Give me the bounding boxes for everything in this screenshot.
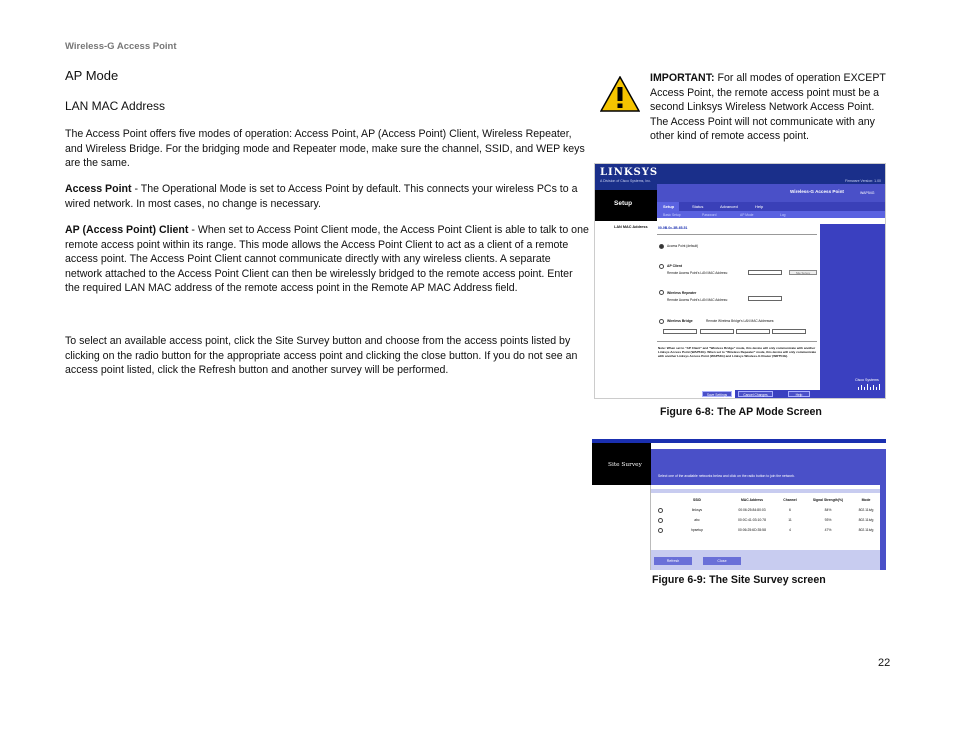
cisco-brand: Cisco Systems — [855, 378, 879, 382]
survey-right-panel — [880, 485, 886, 570]
ap-subtab-bar — [657, 211, 886, 218]
col-mac-address: MAC Address — [740, 498, 764, 502]
table-cell: 00:0C:41:03:10:78 — [738, 518, 766, 522]
survey-header-bar — [651, 449, 886, 485]
ap-client-field-label: Remote Access Point's LAN MAC Address: — [667, 271, 728, 275]
linksys-logo-subtitle: A Division of Cisco Systems, Inc. — [600, 179, 651, 183]
survey-row-radio[interactable] — [658, 518, 663, 523]
linksys-logo: LINKSYS — [600, 167, 659, 178]
tab-advanced[interactable]: Advanced — [720, 203, 738, 209]
subsection-heading: LAN MAC Address — [65, 99, 166, 113]
divider — [657, 234, 817, 235]
close-button[interactable]: Close — [703, 557, 741, 565]
table-cell: 802.11b/g — [858, 508, 874, 512]
table-cell: 802.11b/g — [858, 528, 874, 532]
repeater-field-label: Remote Access Point's LAN MAC Address: — [667, 298, 728, 302]
ap-product-bar — [657, 184, 886, 202]
warning-icon — [600, 76, 640, 112]
survey-left-column — [592, 485, 651, 570]
table-cell: 84% — [824, 508, 832, 512]
bridge-mac-input-4[interactable] — [772, 329, 806, 334]
survey-title: Site Survey — [608, 462, 642, 468]
col-mode: Mode — [861, 498, 871, 502]
table-cell: 4 — [789, 528, 791, 532]
ap-client-desc: - When set to Access Point Client mode, the Access Point Client is able to talk to one remote access point within its range. This mode allows the Access Point Client to act as a client of a remote access point. The Access Point Client cannot communicate directly with any wireless clients. A separate network attached to the Access Point Client can then be wirelessly bridged to the remote access point. Enter the required LAN MAC address of the remote access point in the Remote AP MAC Address field. — [65, 224, 589, 295]
figure-caption-site-survey: Figure 6-9: The Site Survey screen — [652, 574, 826, 586]
access-point-term: Access Point — [65, 183, 132, 195]
subtab-password[interactable]: Password — [702, 212, 717, 217]
lan-mac-label: LAN MAC Address — [614, 225, 648, 229]
survey-top-strip — [651, 489, 880, 493]
survey-row-radio[interactable] — [658, 528, 663, 533]
table-cell: 00:06:25:6D:35:58 — [738, 528, 766, 532]
cancel-changes-button[interactable]: Cancel Changes — [738, 391, 773, 397]
table-cell: linksys — [691, 508, 703, 512]
ap-client-mac-input[interactable] — [748, 270, 782, 275]
ap-client-term: AP (Access Point) Client — [65, 224, 189, 236]
radio-wireless-repeater[interactable] — [659, 290, 664, 295]
bridge-mac-input-1[interactable] — [663, 329, 697, 334]
site-survey-button[interactable]: Site Survey — [789, 270, 817, 275]
important-note — [650, 71, 890, 144]
firmware-version: Firmware Version: 1.00 — [845, 179, 881, 183]
document-header: Wireless-G Access Point — [65, 41, 177, 52]
lan-mac-value: 00-0B-0c-3B-65-51 — [658, 226, 688, 230]
table-cell: 47% — [824, 528, 832, 532]
table-cell: 11 — [788, 518, 792, 522]
cisco-logo-icon — [857, 384, 883, 390]
access-point-paragraph — [65, 182, 590, 211]
radio-ap-client[interactable] — [659, 264, 664, 269]
intro-paragraph: The Access Point offers five modes of operation: Access Point, AP (Access Point) Client, Wireless Repeater, and Wireless Bridge. For the bridging mode and Repeater mode, make sure the channel, SSID, and WEP keys are the same. — [65, 128, 585, 170]
option-ap-client: AP Client — [667, 264, 683, 268]
subtab-basic-setup[interactable]: Basic Setup — [663, 212, 681, 217]
option-wireless-bridge: Wireless Bridge — [667, 319, 693, 323]
table-cell: hpsetup — [690, 528, 704, 532]
refresh-button[interactable]: Refresh — [654, 557, 692, 565]
save-settings-button[interactable]: Save Settings — [702, 391, 732, 397]
radio-access-point[interactable] — [659, 244, 664, 249]
tab-status[interactable]: Status — [692, 203, 704, 209]
site-survey-screenshot — [592, 439, 886, 570]
bridge-mac-input-3[interactable] — [736, 329, 770, 334]
table-cell: 802.11b/g — [858, 518, 874, 522]
tab-help[interactable]: Help — [755, 203, 764, 209]
radio-wireless-bridge[interactable] — [659, 319, 664, 324]
table-cell: 6 — [789, 508, 791, 512]
ap-mode-screenshot — [594, 163, 886, 399]
page-number: 22 — [878, 657, 891, 669]
subtab-log[interactable]: Log — [780, 212, 786, 217]
col-ssid: SSID — [693, 498, 701, 502]
table-cell: 93% — [824, 518, 832, 522]
repeater-mac-input[interactable] — [748, 296, 782, 301]
important-text: For all modes of operation EXCEPT Access Point, the remote access point must be a second Linksys Wireless Network Access Point. The Access Point will not communicate with any other kind of remote access point. — [650, 72, 886, 143]
bridge-mac-input-2[interactable] — [700, 329, 734, 334]
help-button[interactable]: Help — [788, 391, 810, 397]
tab-setup[interactable]: Setup — [663, 203, 675, 209]
ap-section-title: Setup — [614, 200, 633, 207]
divider — [657, 341, 817, 342]
mode-note: Note: When set to "AP Client" and "Wireless Bridge" mode, this device will only communicate with another Linksys Access Point (WAP54G). When set to "Wireless Repeater" mode, this device will only communicate with another Linksys Access Point (WAP54G) and Linksys Wireless-G Router (WRT54G). — [658, 346, 817, 359]
col-signal-strength: Signal Strength(%) — [812, 498, 844, 502]
table-cell: 00:06:25:84:80:03 — [738, 508, 766, 512]
ap-product-name: Wireless-G Access Point — [790, 189, 844, 194]
survey-instruction: Select one of the available networks below and click on the radio button to join the network. — [658, 474, 795, 478]
ap-right-panel — [820, 224, 886, 399]
important-label: IMPORTANT: — [650, 72, 715, 84]
option-access-point: Access Point (default) — [667, 244, 699, 248]
survey-row-radio[interactable] — [658, 508, 663, 513]
table-cell: abc — [694, 518, 700, 522]
figure-caption-ap-mode: Figure 6-8: The AP Mode Screen — [660, 406, 822, 418]
site-survey-paragraph: To select an available access point, click the Site Survey button and choose from the access points listed by clicking on the radio button for the appropriate access point and clicking the close button. If you do not see an access point listed, click the Refresh button and another survey will be performed. — [65, 335, 578, 377]
access-point-desc: - The Operational Mode is set to Access Point by default. This connects your wireless PCs to a wired network. In most cases, no change is necessary. — [65, 183, 578, 210]
ap-model-number: WAP54G — [860, 191, 875, 195]
bridge-field-label: Remote Wireless Bridge's LAN MAC Addresses: — [706, 319, 775, 323]
col-channel: Channel — [783, 498, 797, 502]
section-heading: AP Mode — [65, 68, 119, 83]
option-wireless-repeater: Wireless Repeater — [667, 291, 697, 295]
subtab-ap-mode[interactable]: AP Mode — [740, 212, 754, 217]
ap-client-paragraph — [65, 223, 590, 296]
